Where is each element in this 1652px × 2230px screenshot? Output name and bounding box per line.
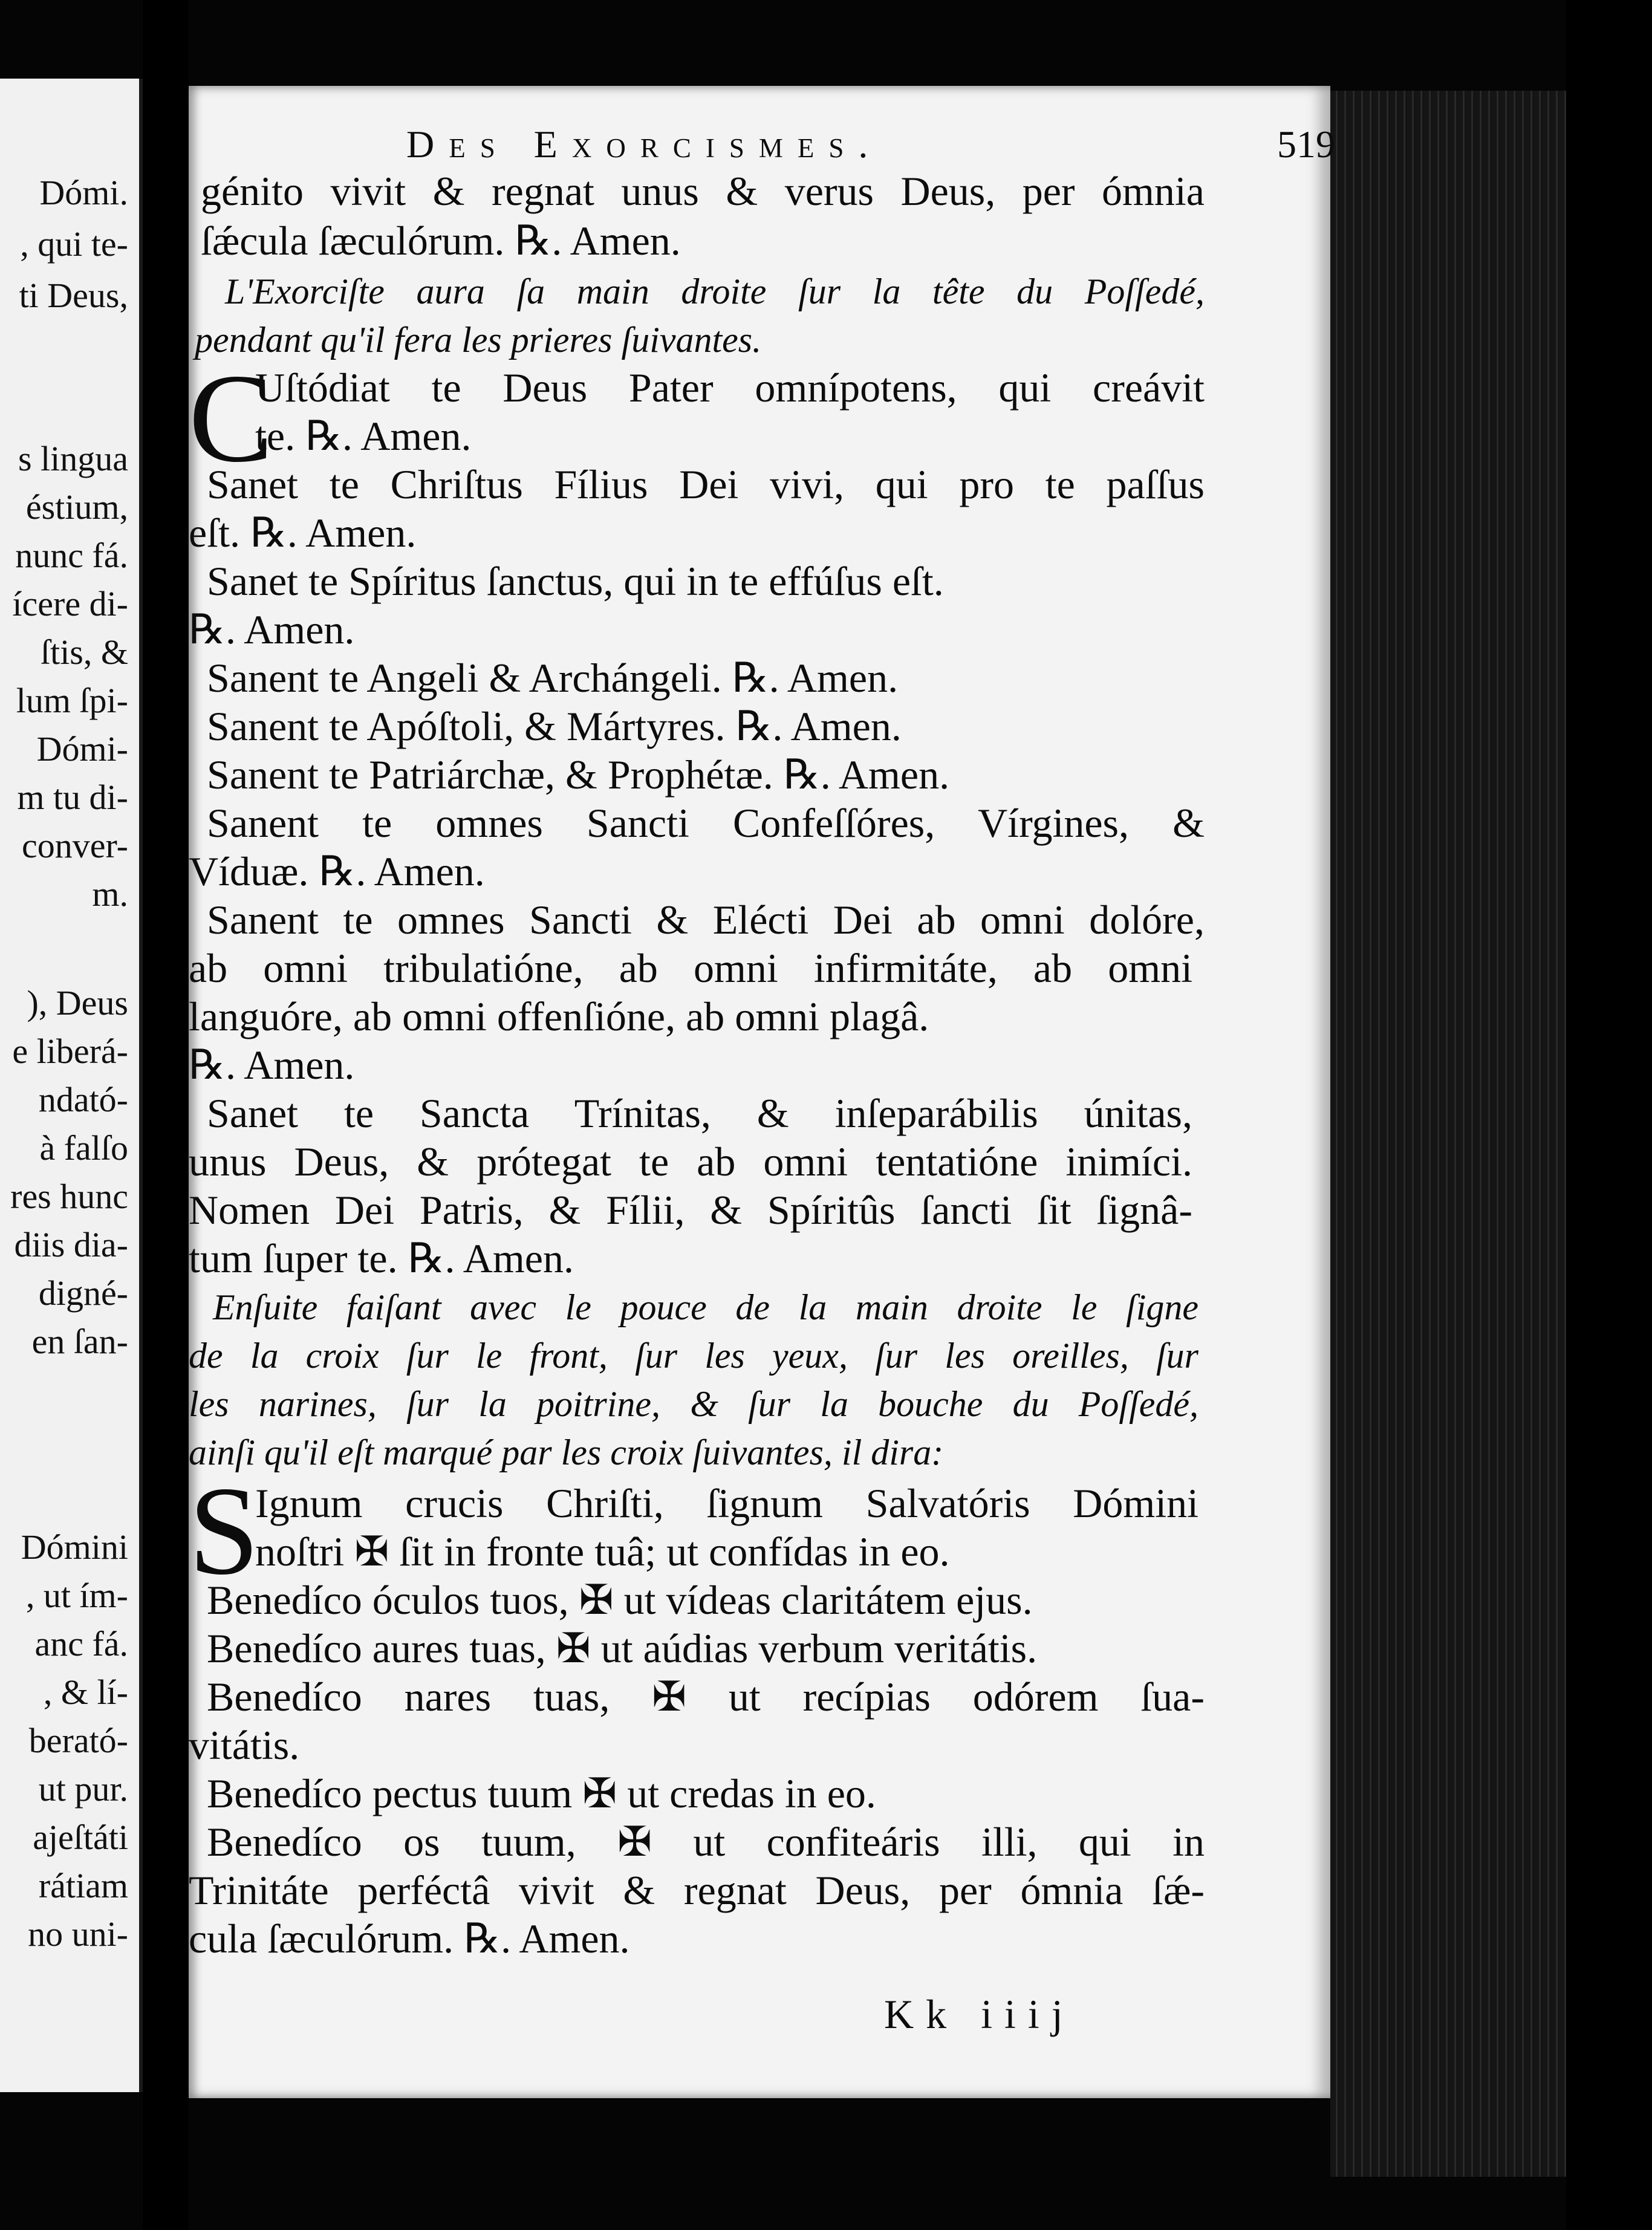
left-line: ícere di- — [12, 584, 128, 623]
body-line: noſtri ✠ ſit in fronte tuâ; ut confídas in eo. — [255, 1529, 950, 1575]
left-line: no uni- — [28, 1914, 128, 1954]
body-line: Sanent te omnes Sancti Confeſſóres, Vírgines, & — [207, 800, 1205, 846]
body-line: vitátis. — [189, 1722, 300, 1768]
facing-page-fragment — [0, 79, 143, 2092]
body-line: Ignum crucis Chriſti, ſignum Salvatóris Dómini — [255, 1480, 1198, 1526]
left-line: m tu di- — [17, 778, 128, 817]
left-line: m. — [92, 874, 128, 914]
body-line: Sanet te Chriſtus Fílius Dei vivi, qui pro te paſſus — [207, 461, 1205, 507]
body-line: Víduæ. ℞. Amen. — [189, 848, 485, 894]
left-line: , qui te- — [20, 224, 128, 264]
left-line: s lingua — [18, 439, 128, 478]
body-line: Sanet te Sancta Trínitas, & inſeparábilis únitas, — [207, 1090, 1192, 1136]
left-line: à falſo — [39, 1128, 128, 1168]
left-line: diis dia- — [14, 1225, 128, 1264]
left-line: , ut ím- — [25, 1576, 128, 1615]
body-line: tum ſuper te. ℞. Amen. — [189, 1235, 574, 1281]
rubric-line: ainſi qu'il eſt marqué par les croix ſuivantes, il dira: — [189, 1432, 944, 1472]
body-line: Sanent te Angeli & Archángeli. ℞. Amen. — [207, 655, 899, 701]
running-header: Des Exorcismes. — [406, 123, 883, 166]
left-line: rátiam — [38, 1866, 128, 1905]
left-line: lum ſpi- — [16, 681, 128, 720]
background-edge — [1566, 0, 1652, 2230]
rubric-line: Enſuite faiſant avec le pouce de la main droite le ſigne — [213, 1287, 1198, 1327]
main-page — [189, 86, 1335, 2098]
rubric-line: L'Exorciſte aura ſa main droite ſur la tête du Poſſedé, — [225, 271, 1205, 311]
signature-mark: Kk iiij — [884, 1991, 1075, 2037]
body-line: Sanent te Patriárchæ, & Prophétæ. ℞. Amen. — [207, 752, 950, 798]
body-line: Benedíco óculos tuos, ✠ ut vídeas claritátem ejus. — [207, 1577, 1033, 1623]
left-line: Dómi- — [36, 729, 128, 769]
body-line: te. ℞. Amen. — [255, 413, 472, 459]
rubric-line: pendant qu'il fera les prieres ſuivantes. — [195, 320, 762, 360]
left-line: anc fá. — [34, 1624, 128, 1663]
left-line: digné- — [38, 1273, 128, 1313]
page-number: 519 — [1277, 123, 1335, 166]
body-line: ab omni tribulatióne, ab omni infirmitáte, ab omni — [189, 945, 1192, 991]
body-line: eſt. ℞. Amen. — [189, 510, 417, 556]
left-line: ), Deus — [27, 983, 128, 1022]
left-line: res hunc — [10, 1177, 128, 1216]
left-line: ajeſtáti — [33, 1818, 128, 1857]
body-line: Sanent te Apóſtoli, & Mártyres. ℞. Amen. — [207, 703, 902, 749]
left-line: nunc fá. — [15, 536, 128, 575]
drop-cap: C — [189, 348, 274, 489]
left-line: ti Deus, — [19, 276, 128, 315]
body-line: génito vivit & regnat unus & verus Deus, per ómnia — [201, 168, 1205, 214]
rubric-line: les narines, ſur la poitrine, & ſur la bouche du Poſſedé, — [189, 1384, 1198, 1424]
body-line: languóre, ab omni offenſióne, ab omni plagâ. — [189, 993, 929, 1039]
left-line: berató- — [28, 1721, 128, 1760]
left-line: ſtis, & — [40, 632, 128, 672]
body-line: ℞. Amen. — [189, 1042, 355, 1088]
body-line: Sanent te omnes Sancti & Elécti Dei ab omni dolóre, — [207, 897, 1205, 943]
body-line: Nomen Dei Patris, & Fílii, & Spíritûs ſancti ſit ſignâ- — [189, 1187, 1192, 1233]
left-line: Dómi. — [39, 173, 128, 212]
book-gutter — [143, 0, 189, 2230]
body-line: cula ſæculórum. ℞. Amen. — [189, 1916, 630, 1962]
left-line: en ſan- — [31, 1322, 128, 1361]
left-line: conver- — [22, 826, 128, 865]
body-line: ſǽcula ſæculórum. ℞. Amen. — [201, 218, 681, 264]
body-line: Benedíco aures tuas, ✠ ut aúdias verbum veritátis. — [207, 1625, 1038, 1671]
drop-cap: S — [189, 1461, 259, 1601]
left-line: éstium, — [25, 487, 128, 527]
left-line: ndató- — [38, 1080, 128, 1119]
left-line: ut pur. — [38, 1769, 128, 1809]
page-edges — [1330, 91, 1566, 2177]
body-line: Benedíco pectus tuum ✠ ut credas in eo. — [207, 1770, 876, 1816]
rubric-line: de la croix ſur le front, ſur les yeux, ſur les oreilles, ſur — [189, 1336, 1198, 1376]
body-line: Benedíco nares tuas, ✠ ut recípias odórem ſua- — [207, 1674, 1205, 1720]
body-line: Uſtódiat te Deus Pater omnípotens, qui creávit — [255, 365, 1205, 411]
body-line: ℞. Amen. — [189, 606, 355, 652]
body-line: Sanet te Spíritus ſanctus, qui in te effúſus eſt. — [207, 558, 944, 604]
left-line: , & lí- — [43, 1672, 128, 1712]
left-line: Dómini — [21, 1527, 128, 1567]
left-line: e liberá- — [12, 1032, 128, 1071]
body-line: Trinitáte perféctâ vivit & regnat Deus, per ómnia ſǽ- — [189, 1867, 1205, 1913]
body-line: unus Deus, & prótegat te ab omni tentatióne inimíci. — [189, 1139, 1192, 1185]
body-line: Benedíco os tuum, ✠ ut confiteáris illi, qui in — [207, 1819, 1205, 1865]
